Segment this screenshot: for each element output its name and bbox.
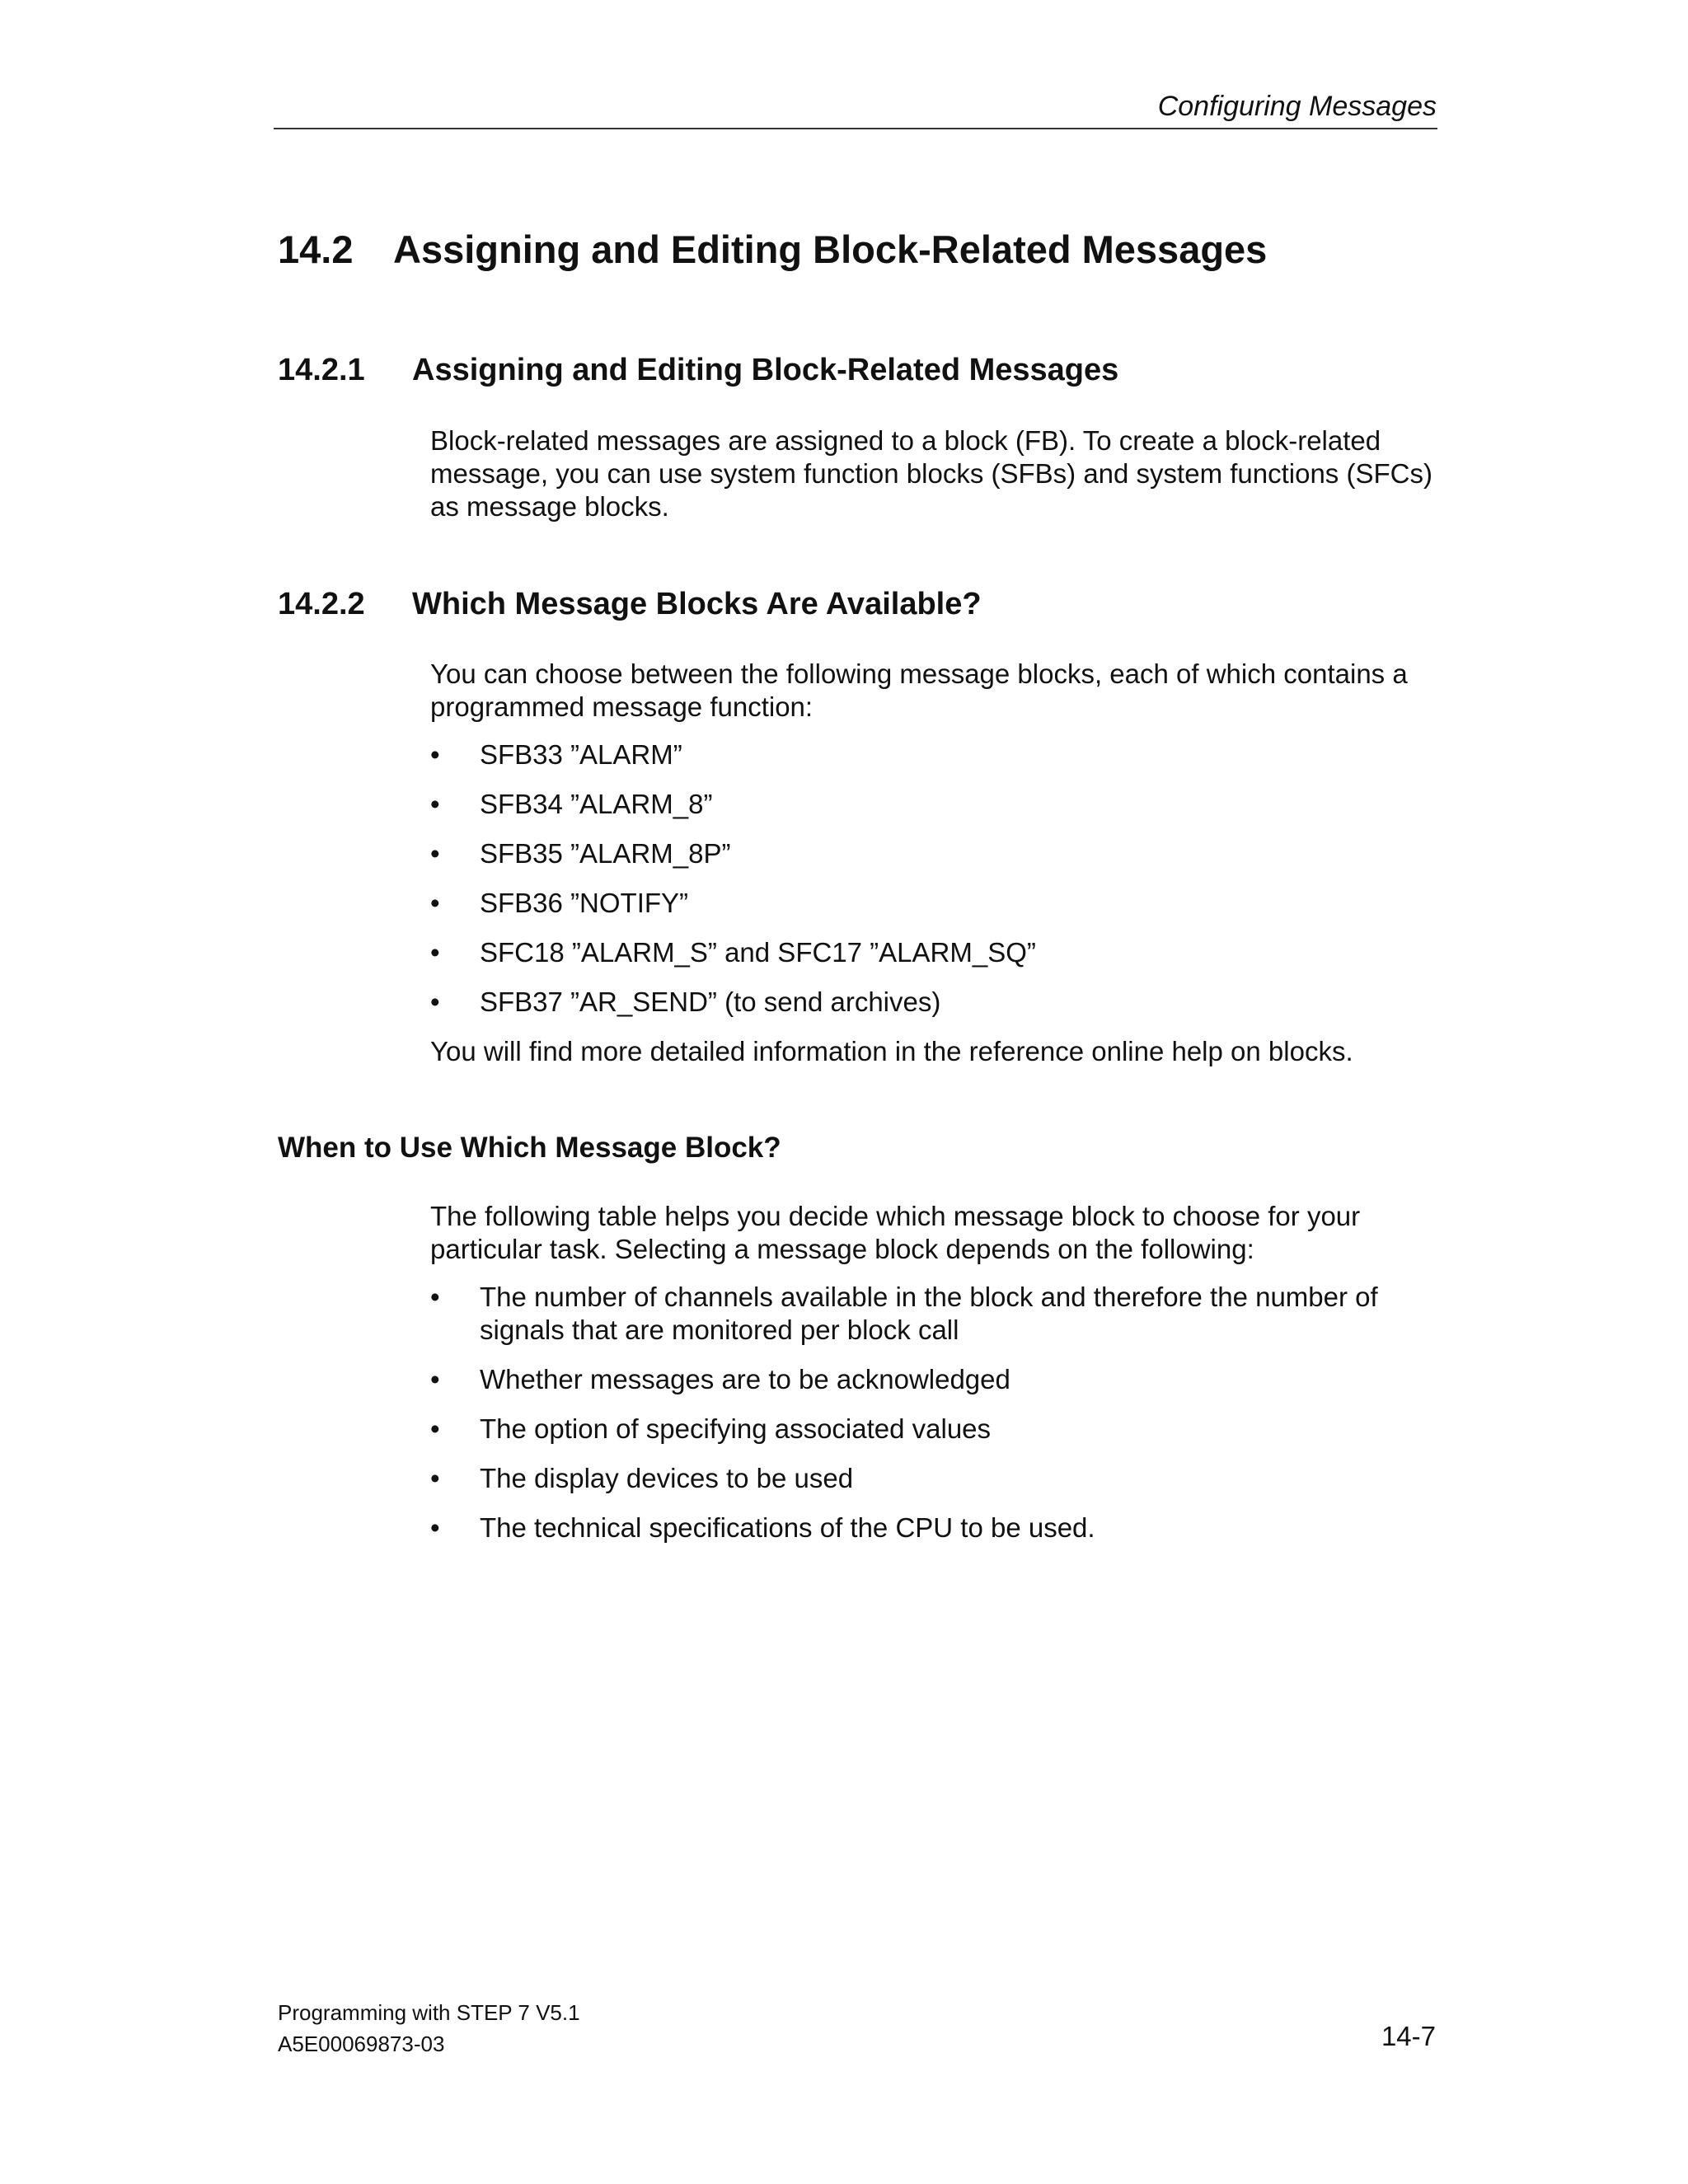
subsection-2-outro: You will find more detailed information in the reference online help on blocks. [430,1036,1353,1066]
list-item: • The number of channels available in the block and therefore the number of signals that are monitored per block call [430,1282,1378,1345]
bullet-icon: • [430,1512,440,1543]
section-title: Assigning and Editing Block-Related Messages [393,227,1268,271]
list-item: • SFC18 ”ALARM_S” and SFC17 ”ALARM_SQ” [430,937,1036,968]
bullet-icon: • [430,888,440,918]
subsection-1-heading [278,353,1118,388]
bullet-icon: • [430,739,440,770]
list-item: • The option of specifying associated values [430,1413,992,1444]
bullet-icon: • [430,937,440,968]
subsection-2-title: Which Message Blocks Are Available? [412,587,982,621]
list-item: • SFB35 ”ALARM_8P” [430,838,731,869]
subsection-2-heading [278,587,982,622]
list-item: • SFB33 ”ALARM” [430,739,682,770]
section-heading [278,227,1267,272]
selection-criteria-list [430,1281,1444,1561]
subsection-1-number: 14.2.1 [278,353,365,387]
footer-info [278,1997,580,2060]
bullet-icon: • [430,1364,440,1394]
list-item: • SFB37 ”AR_SEND” (to send archives) [430,987,941,1017]
bullet-icon: • [430,789,440,819]
bullet-icon: • [430,1282,440,1312]
section-number: 14.2 [278,227,354,271]
document-number: A5E00069873-03 [278,2032,445,2056]
bullet-icon: • [430,987,440,1017]
running-header: Configuring Messages [1157,91,1437,122]
subsection-1-body: Block-related messages are assigned to a block (FB). To create a block-related message, you can use system function blocks (SFBs) and system functions (SFCs) as message blocks. [430,425,1432,522]
list-item: • SFB36 ”NOTIFY” [430,888,689,918]
subsection-2-number: 14.2.2 [278,587,365,621]
subsection-2-intro: You can choose between the following message blocks, each of which contains a programmed message function: [430,658,1408,722]
page-number: 14-7 [1381,2021,1436,2051]
bullet-icon: • [430,838,440,869]
list-item: • The technical specifications of the CPU to be used. [430,1512,1095,1543]
list-item: • SFB34 ”ALARM_8” [430,789,713,819]
subsection-1-title: Assigning and Editing Block-Related Messages [412,353,1119,387]
header-rule [274,128,1437,129]
when-to-use-heading: When to Use Which Message Block? [278,1132,781,1164]
manual-title: Programming with STEP 7 V5.1 [278,2000,580,2025]
message-block-list [430,738,1444,1035]
list-item: • The display devices to be used [430,1463,854,1493]
bullet-icon: • [430,1463,440,1493]
list-item: • Whether messages are to be acknowledged [430,1364,1010,1394]
bullet-icon: • [430,1413,440,1444]
when-to-use-intro: The following table helps you decide which message block to choose for your particular task. Selecting a message block depends on the following: [430,1201,1361,1264]
